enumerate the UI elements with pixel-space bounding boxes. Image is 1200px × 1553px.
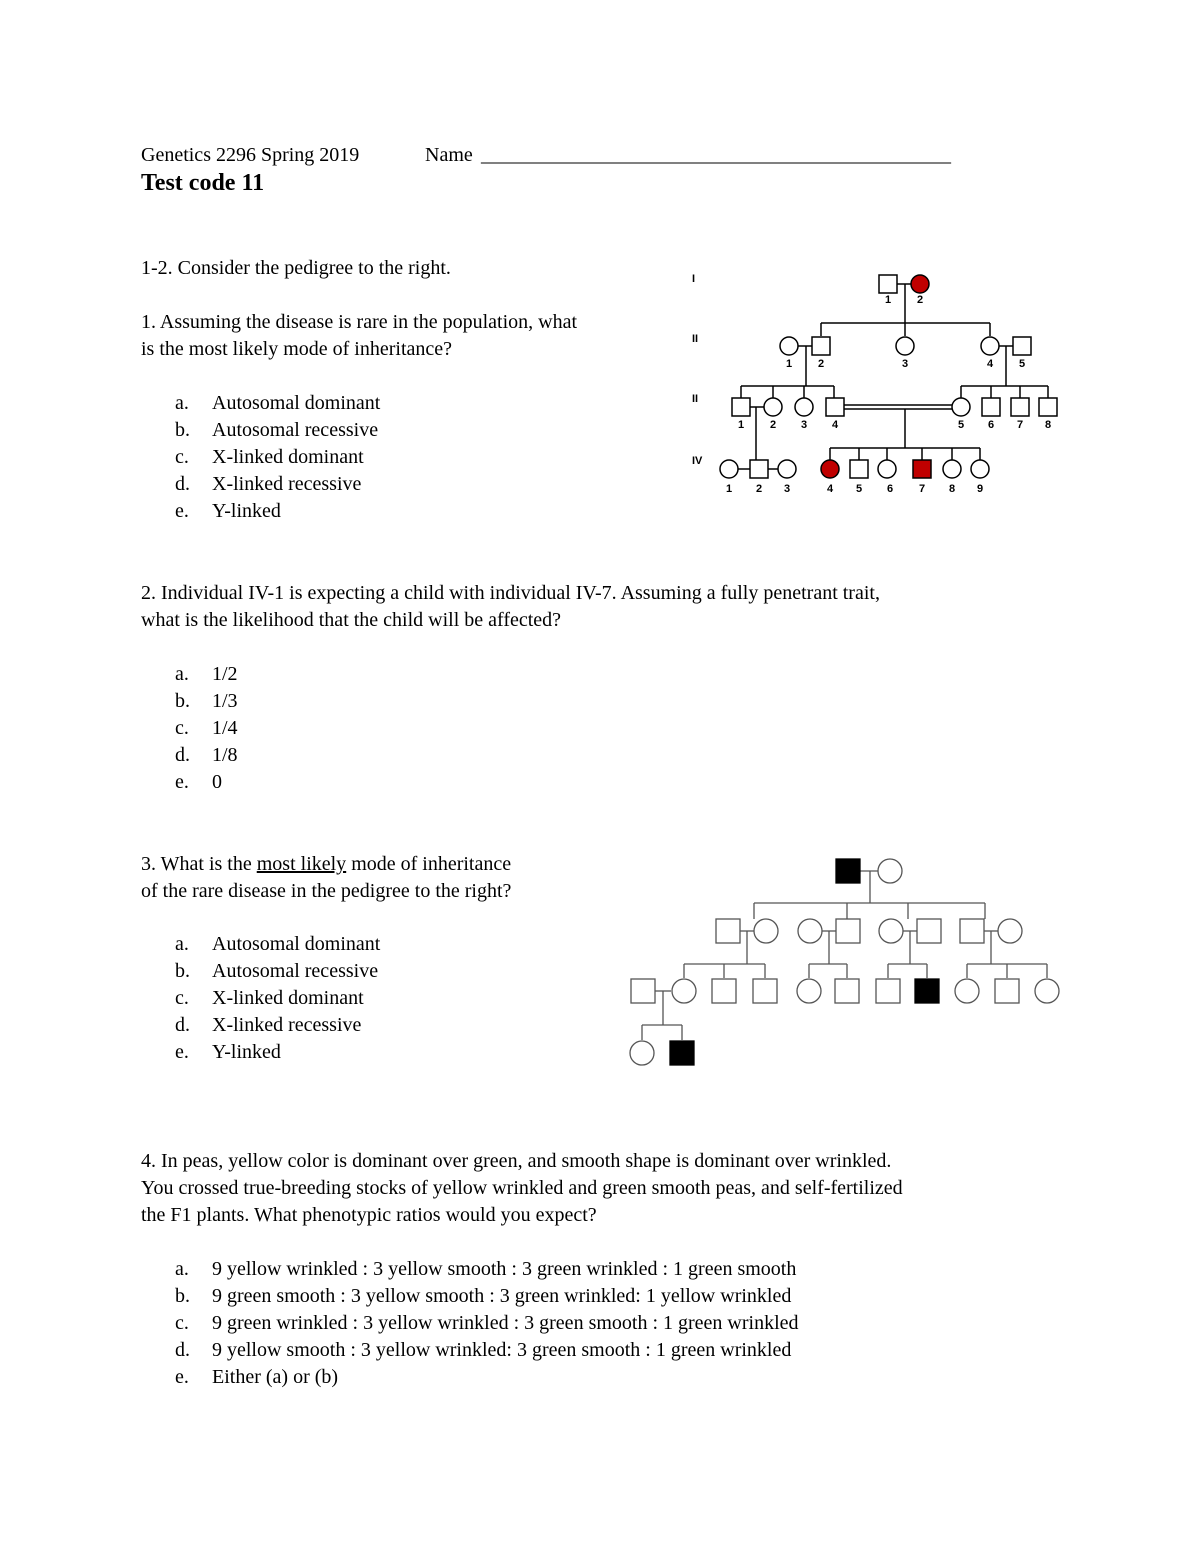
id-label: 3 [902,358,909,370]
p2-gen3-male-affected [915,979,939,1003]
q3-line1 [141,851,511,878]
q4-line3: the F1 plants. What phenotypic ratios would you expect? [141,1204,597,1226]
option-letter: a. [175,392,189,414]
p2-gen3-male-6 [995,979,1019,1003]
IV-7-male-affected [913,460,931,478]
option-letter: c. [175,987,189,1009]
option-letter: d. [175,1014,190,1036]
id-label: 6 [887,483,894,495]
option-letter: e. [175,771,189,793]
name-blank: _______________________________________________ [481,144,951,166]
option-letter: b. [175,1285,190,1307]
option-text: Autosomal dominant [212,933,381,955]
option-text: Autosomal recessive [212,960,379,982]
option-letter: c. [175,717,189,739]
gen-label: IV [692,455,703,467]
option-text: X-linked dominant [212,987,364,1009]
I-1-male [879,275,897,293]
IV-6-female [878,460,896,478]
id-label: 4 [987,358,994,370]
q1-line2: is the most likely mode of inheritance? [141,338,453,360]
option-letter: e. [175,500,189,522]
option-text: 9 green wrinkled : 3 yellow wrinkled : 3 green smooth : 1 green wrinkled [212,1312,799,1334]
III-6-male [982,398,1000,416]
p2-gen1-male-affected [836,859,860,883]
IV-8-female [943,460,961,478]
pedigree-2 [620,850,1070,1070]
pedigree-1-lines [729,284,1048,469]
id-label: 3 [801,419,808,431]
IV-4-female-affected [821,460,839,478]
p2-gen1-female [878,859,902,883]
id-label: 9 [977,483,984,495]
id-label: 3 [784,483,791,495]
id-label: 2 [756,483,763,495]
option-text: 1/3 [212,690,238,712]
p2-gen2-female-1 [754,919,778,943]
p2-gen4-female [630,1041,654,1065]
III-7-male [1011,398,1029,416]
option-text: 1/2 [212,663,238,685]
id-label: 6 [988,419,995,431]
q1-line1: 1. Assuming the disease is rare in the population, what [141,311,578,333]
option-letter: a. [175,663,189,685]
option-text: Autosomal recessive [212,419,379,441]
option-text: Y-linked [212,500,281,522]
id-label: 8 [949,483,956,495]
id-label: 4 [832,419,839,431]
pedigree-2-symbols [630,859,1059,1065]
p2-gen3-male-2 [712,979,736,1003]
option-text: 9 yellow smooth : 3 yellow wrinkled: 3 green smooth : 1 green wrinkled [212,1339,792,1361]
id-label: 1 [885,294,892,306]
id-label: 1 [738,419,745,431]
II-3-female [896,337,914,355]
pedigree-1-labels [692,273,1051,495]
gen-label: II [692,333,699,345]
id-label: 8 [1045,419,1052,431]
p2-gen3-male-5 [876,979,900,1003]
id-label: 5 [1019,358,1026,370]
p2-gen2-male-4 [960,919,984,943]
IV-5-male [850,460,868,478]
option-letter: b. [175,690,190,712]
option-letter: c. [175,446,189,468]
id-label: 5 [958,419,965,431]
option-letter: e. [175,1366,189,1388]
p2-gen2-male-2 [836,919,860,943]
course-title: Genetics 2296 Spring 2019 [141,144,360,166]
test-code: Test code 11 [141,170,265,196]
q2-line2: what is the likelihood that the child will be affected? [141,609,562,631]
id-label: 1 [786,358,793,370]
IV-9-female [971,460,989,478]
III-1-male [732,398,750,416]
p2-gen3-male-4 [835,979,859,1003]
p2-gen3-female-2 [797,979,821,1003]
p2-gen2-female-3 [879,919,903,943]
p2-gen3-female-1 [672,979,696,1003]
II-1-female [780,337,798,355]
p2-gen2-male-3 [917,919,941,943]
p2-gen2-male-1 [716,919,740,943]
option-letter: b. [175,960,190,982]
option-text: X-linked recessive [212,1014,362,1036]
option-letter: d. [175,744,190,766]
p2-gen2-female-4 [998,919,1022,943]
option-text: 9 yellow wrinkled : 3 yellow smooth : 3 green wrinkled : 1 green smooth [212,1258,797,1280]
IV-2-male [750,460,768,478]
II-4-female [981,337,999,355]
q3-line1-pre: 3. What is the [141,853,257,875]
p2-gen3-male-1 [631,979,655,1003]
III-3-female [795,398,813,416]
name-label: Name [425,144,473,166]
q4-line2: You crossed true-breeding stocks of yellow wrinkled and green smooth peas, and self-fertilized [141,1177,903,1199]
option-letter: e. [175,1041,189,1063]
option-text: 1/4 [212,717,238,739]
id-label: 5 [856,483,863,495]
id-label: 2 [818,358,825,370]
id-label: 7 [1017,419,1024,431]
III-8-male [1039,398,1057,416]
III-2-female [764,398,782,416]
III-4-male [826,398,844,416]
option-letter: b. [175,419,190,441]
q3-line2: of the rare disease in the pedigree to the right? [141,880,512,902]
q12-intro: 1-2. Consider the pedigree to the right. [141,257,451,279]
id-label: 2 [770,419,777,431]
option-text: X-linked dominant [212,446,364,468]
option-text: Y-linked [212,1041,281,1063]
id-label: 2 [917,294,924,306]
p2-gen3-female-4 [1035,979,1059,1003]
p2-gen3-female-3 [955,979,979,1003]
option-letter: d. [175,473,190,495]
II-5-male [1013,337,1031,355]
q3-line1-underlined: most likely [256,853,347,875]
option-letter: a. [175,933,189,955]
id-label: 7 [919,483,926,495]
pedigree-1 [680,260,1080,500]
option-letter: d. [175,1339,190,1361]
option-text: X-linked recessive [212,473,362,495]
gen-label: I [692,273,696,285]
option-text: 9 green smooth : 3 yellow smooth : 3 green wrinkled: 1 yellow wrinkled [212,1285,792,1307]
option-text: Autosomal dominant [212,392,381,414]
p2-gen4-male-affected [670,1041,694,1065]
option-text: 1/8 [212,744,238,766]
III-5-female [952,398,970,416]
gen-label: II [692,393,699,405]
option-letter: c. [175,1312,189,1334]
pedigree-2-lines [642,871,1047,1040]
id-label: 1 [726,483,733,495]
IV-1-female [720,460,738,478]
q3-line1-post: mode of inheritance [346,853,512,875]
p2-gen3-male-3 [753,979,777,1003]
option-text: Either (a) or (b) [212,1366,339,1388]
option-text: 0 [212,771,222,793]
q4-line1: 4. In peas, yellow color is dominant over green, and smooth shape is dominant over wrinkled. [141,1150,892,1172]
q2-line1: 2. Individual IV-1 is expecting a child with individual IV-7. Assuming a fully penetrant trait, [141,582,880,604]
II-2-male [812,337,830,355]
I-2-female-affected [911,275,929,293]
option-letter: a. [175,1258,189,1280]
IV-3-female [778,460,796,478]
p2-gen2-female-2 [798,919,822,943]
id-label: 4 [827,483,834,495]
